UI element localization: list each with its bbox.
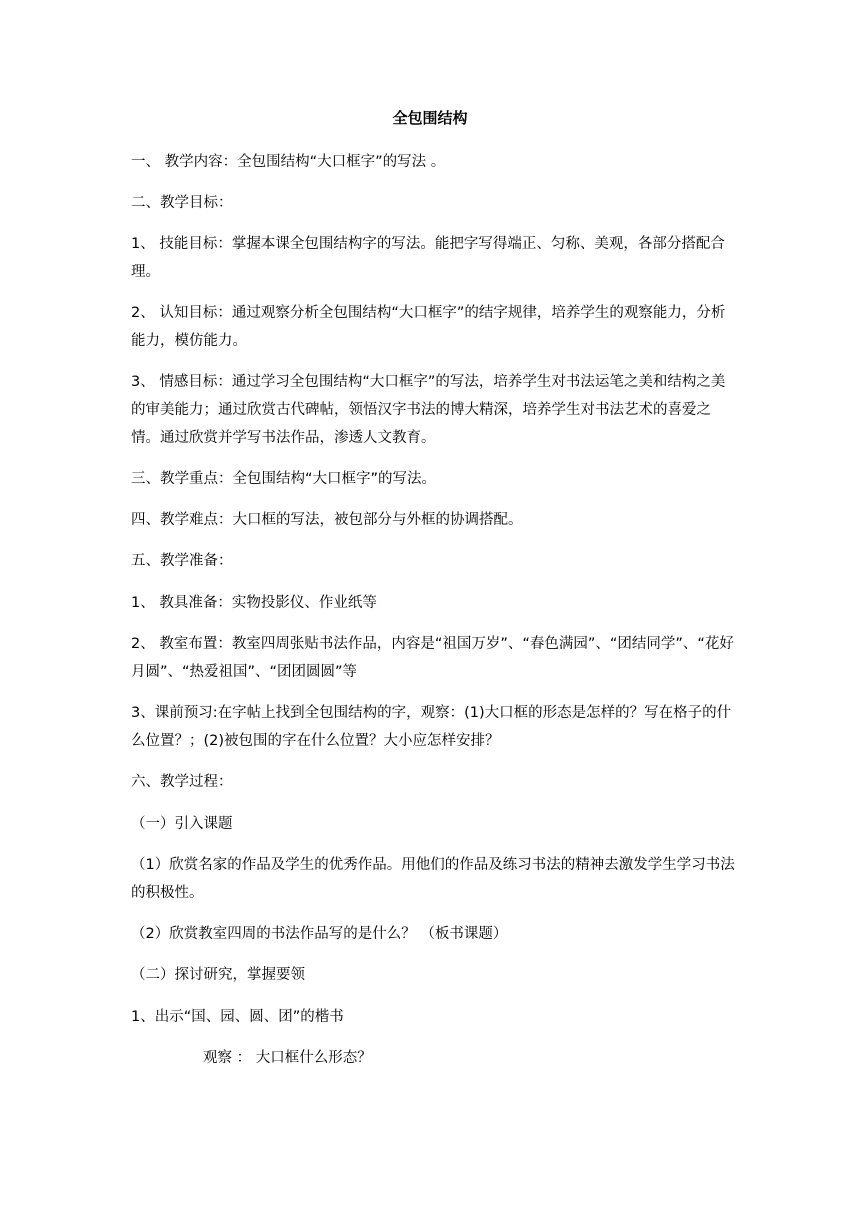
paragraph-teaching-goals: 二、教学目标：	[131, 195, 233, 211]
paragraph-emotional-goal: 3、 情感目标：通过学习全包围结构“大口框字”的写法，培养学生对书法运笔之美和结构之美的审美能力；通过欣赏古代碑帖，领悟汉字书法的博大精深，培养学生对书法艺术的喜爱之情。通过欣赏并学写书法作品，渗透人文教育。	[131, 374, 726, 446]
paragraph-classroom-layout: 2、 教室布置：教室四周张贴书法作品，内容是“祖国万岁”、“春色满园”、“团结同学”、“花好月圆”、“热爱祖国”、“团团圆圆”等	[131, 636, 734, 680]
paragraph-appreciate-classroom: （2）欣赏教室四周的书法作品写的是什么？ （板书课题）	[131, 926, 508, 942]
paragraph-key-point: 三、教学重点：全包围结构“大口框字”的写法。	[131, 471, 437, 487]
paragraph-introduction: （一）引入课题	[131, 816, 233, 832]
paragraph-observe: 观察 ： 大口框什么形态？	[203, 1050, 372, 1066]
paragraph-preparation: 五、教学准备：	[131, 553, 233, 569]
paragraph-appreciate-works: （1）欣赏名家的作品及学生的优秀作品。用他们的作品及练习书法的精神去激发学生学习书法的积极性。	[131, 857, 735, 901]
paragraph-teaching-content: 一、 教学内容：全包围结构“大口框字”的写法 。	[131, 154, 446, 170]
document-title: 全包围结构	[392, 109, 468, 127]
paragraph-research: （二）探讨研究，掌握要领	[131, 967, 305, 983]
paragraph-teaching-process: 六、教学过程：	[131, 774, 233, 790]
paragraph-skill-goal: 1、 技能目标：掌握本课全包围结构字的写法。能把字写得端正、匀称、美观，各部分搭配合理。	[131, 236, 725, 280]
paragraph-preview: 3、课前预习:在字帖上找到全包围结构的字，观察：(1)大口框的形态是怎样的？写在格子的什么位置？；(2)被包围的字在什么位置？大小应怎样安排？	[131, 705, 732, 749]
paragraph-difficulty: 四、教学难点：大口框的写法，被包部分与外框的协调搭配。	[131, 512, 523, 528]
paragraph-show-characters: 1、出示“国、园、圆、团”的楷书	[131, 1009, 344, 1025]
paragraph-cognitive-goal: 2、 认知目标：通过观察分析全包围结构“大口框字”的结字规律，培养学生的观察能力，分析能力，模仿能力。	[131, 305, 726, 349]
paragraph-teaching-aids: 1、 教具准备：实物投影仪、作业纸等	[131, 595, 377, 611]
